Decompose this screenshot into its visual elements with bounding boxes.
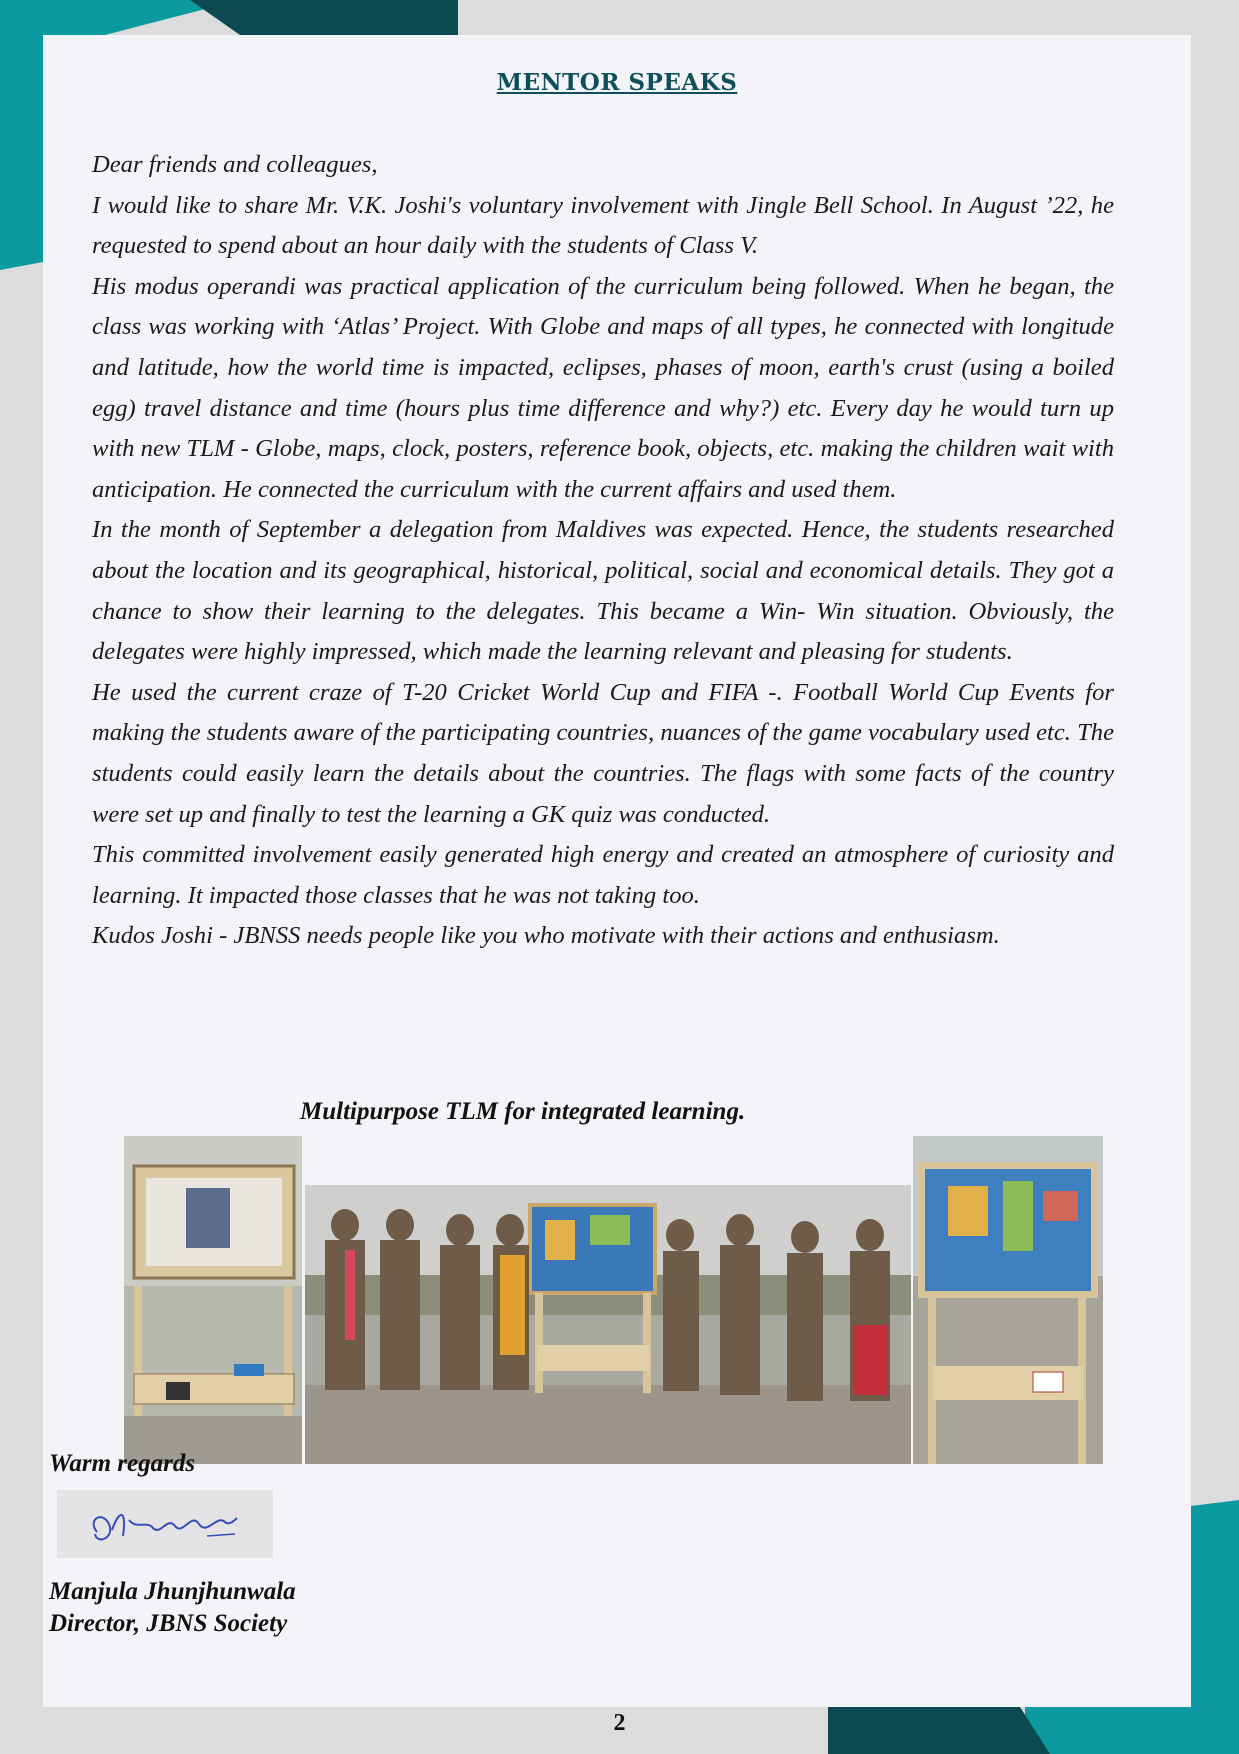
- letter-paragraph: I would like to share Mr. V.K. Joshi's voluntary involvement with Jingle Bell School. In August ’22, he requested to spend about an hour daily with the students of Class V.: [92, 191, 1114, 260]
- page-number: 2: [613, 1710, 626, 1736]
- tlm-map-board-photo-right: [913, 1136, 1103, 1464]
- signature-scribble: [57, 1490, 273, 1558]
- signatory-role: Director, JBNS Society: [49, 1610, 288, 1637]
- letter-salutation: Dear friends and colleagues,: [92, 151, 378, 178]
- tlm-board-photo-left: [124, 1136, 302, 1464]
- group-photo: [305, 1185, 911, 1464]
- photo-caption: Multipurpose TLM for integrated learning.: [300, 1098, 746, 1125]
- signature-image: [57, 1490, 273, 1558]
- letter-paragraph: This committed involvement easily generated high energy and created an atmosphere of curiosity and learning. It impacted those classes that he was not taking too.: [92, 841, 1114, 909]
- letter-paragraph: Kudos Joshi - JBNSS needs people like you who motivate with their actions and enthusiasm.: [92, 922, 1000, 950]
- letter-paragraph: In the month of September a delegation from Maldives was expected. Hence, the students researched about the location and its geographical, historical, political, social and economical details. They got a chance to show their learning to the delegates. This became a Win- Win situation. Obviously, the delegates were highly impressed, which made the learning relevant and pleasing for students.: [92, 516, 1114, 666]
- letter-paragraph: He used the current craze of T-20 Cricket World Cup and FIFA -. Football World Cup Events for making the students aware of the participating countries, nuances of the game vocabulary used etc. The students could easily learn the details about the countries. The flags with some facts of the country were set up and finally to test the learning a GK quiz was conducted.: [92, 678, 1114, 828]
- letter-body: [92, 145, 1114, 957]
- closing-text: Warm regards: [49, 1450, 196, 1477]
- letter-paragraph: His modus operandi was practical application of the curriculum being followed. When he began, the class was working with ‘Atlas’ Project. With Globe and maps of all types, he connected with longitude and latitude, how the world time is impacted, eclipses, phases of moon, earth's crust (using a boiled egg) travel distance and time (hours plus time difference and why?) etc. Every day he would turn up with new TLM - Globe, maps, clock, posters, reference book, objects, etc. making the children wait with anticipation. He connected the curriculum with the current affairs and used them.: [92, 272, 1114, 503]
- page-title: MENTOR SPEAKS: [496, 69, 738, 96]
- signatory-name: Manjula Jhunjhunwala: [49, 1578, 296, 1605]
